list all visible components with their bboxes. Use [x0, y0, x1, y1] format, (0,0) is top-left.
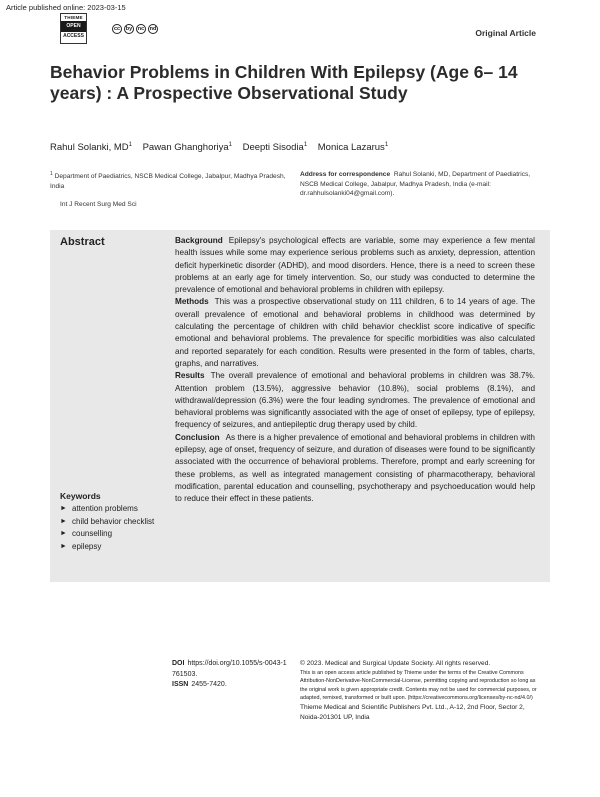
author-list	[50, 142, 388, 153]
arrow-icon: ►	[60, 505, 67, 512]
keyword: ► epilepsy	[60, 541, 170, 554]
cc-icon: cc	[113, 26, 121, 32]
thieme-open-access-logo: THIEME OPEN ACCESS	[60, 13, 87, 44]
author: Pawan Ghanghoriya$^1$	[142, 142, 233, 154]
author: Monica Lazarus$^1$	[317, 142, 389, 154]
creative-commons-icons	[112, 24, 158, 34]
abstract-methods: Methods This was a prospective observational study on 111 children, 6 to 14 years of age. The overall prevalence of emotional and behavioral problems in childhood was determined by calculating the percentage of children with child behavior checklist score indicative of specific emotional and behavioral problems. The prevalence for specific morbidities was also calculated and reported separately for each condition. Results were presented in the form of tables, charts, graphs, and narratives.	[175, 297, 535, 368]
nd-icon: nd	[149, 26, 157, 32]
keyword: ► attention problems	[60, 503, 170, 516]
keywords-list	[60, 503, 170, 553]
article-type: Original Article	[475, 28, 536, 38]
copyright-block: © 2023. Medical and Surgical Update Society. All rights reserved. This is an open access article published by Thieme under the terms of the Creative Commons Attribution-NonDerivative-NonCommercial-License, permitting copying and reproduction so long as the original work is given appropriate credit. Contents may not be used for commercial purposes, or adapted, remixed, transformed or built upon. (https://creativecommons.org/licenses/by-nc-nd/4.0/) Thieme Medical and Scientific Publishers Pvt. Ltd., A-12, 2nd Floor, Sector 2, Noida-201301 UP, India	[300, 659, 540, 722]
abstract-conclusion: Conclusion As there is a higher prevalence of emotional and behavioral problems in children with epilepsy, age of onset, frequency of seizure, and duration of diseases were found to be significantly associated with the occurrence of behavioral problems. Therefore, prompt and early screening for these problems, as well as integrated management consisting of pharmacotherapy, behavioral modification, parental education and counselling, psychotherapy and psychoeducation would help to reduce their effect in these patients.	[175, 432, 535, 504]
doi-link[interactable]: https://doi.org/10.1055/s-0043-1761503.	[172, 660, 287, 678]
paper-title: Behavior Problems in Children With Epilepsy (Age 6– 14 years) : A Prospective Observational Study	[50, 62, 518, 103]
abstract-heading: Abstract	[60, 236, 105, 248]
abstract-results: Results The overall prevalence of emotional and behavioral problems in children was 38.7%. Attention problem (13.5%), aggressive behavior (10.8%), social problems (8.1%), and withdrawal/depression (6.3%) were the four leading syndromes. The prevalence of emotional and behavioral problems was significantly associated with the age of onset of epilepsy, type of epilepsy, frequency of seizures, and antiepileptic drug therapy used by child.	[175, 371, 535, 430]
nc-icon: nc	[137, 26, 145, 32]
publisher-address: Thieme Medical and Scientific Publishers Pvt. Ltd., A-12, 2nd Floor, Sector 2, Noida-201301 UP, India	[300, 703, 525, 721]
arrow-icon: ►	[60, 542, 67, 550]
author: Deepti Sisodia$^1$	[242, 142, 308, 154]
abstract-background: Background Epilepsy's psychological effects are variable, some may experience a few mental health issues while some may experience serious problems such as anxiety, depression, attention deficit hyperkinetic disorder (ADHD), and mood disorders. Hence, there is a need to screen these problems at an early age for timely intervention. So, our study was conducted to determine the prevalence of emotional and behavioral problems in children with epilepsy.	[175, 236, 535, 295]
correspondence: Address for correspondence Rahul Solanki, MD, Department of Paediatrics, NSCB Medical College, Jabalpur, Madhya Pradesh, India (e-mail: dr.rahhulsolanki04@gmail.com).	[300, 171, 531, 198]
keyword: ► counselling	[60, 528, 170, 541]
publication-date: Article published online: 2023-03-15	[6, 3, 126, 12]
arrow-icon: ►	[60, 517, 67, 525]
affiliation: $^1$ Department of Paediatrics, NSCB Medical College, Jabalpur, Madhya Pradesh, India	[50, 171, 286, 190]
by-icon: by	[125, 26, 133, 32]
license-text: This is an open access article published by Thieme under the terms of the Creative Commons Attribution-NonDerivative-NonCommercial-License, permitting copying and reproduction so long as the original work is given appropriate credit. Contents may not be used for commercial purposes, or adapted, remixed, transformed or built upon. (https://creativecommons.org/licenses/by-nc-nd/4.0/)	[300, 669, 537, 702]
journal-name: Int J Recent Surg Med Sci	[60, 201, 137, 208]
keyword: ► child behavior checklist	[60, 516, 170, 529]
keywords-heading: Keywords	[60, 491, 101, 501]
author: Rahul Solanki, $MD^1$	[50, 142, 133, 154]
arrow-icon: ►	[60, 530, 67, 537]
abstract-body	[175, 235, 535, 506]
doi-block: DOI https://doi.org/10.1055/s-0043-1761503. ISSN 2455-7420.	[172, 660, 287, 688]
